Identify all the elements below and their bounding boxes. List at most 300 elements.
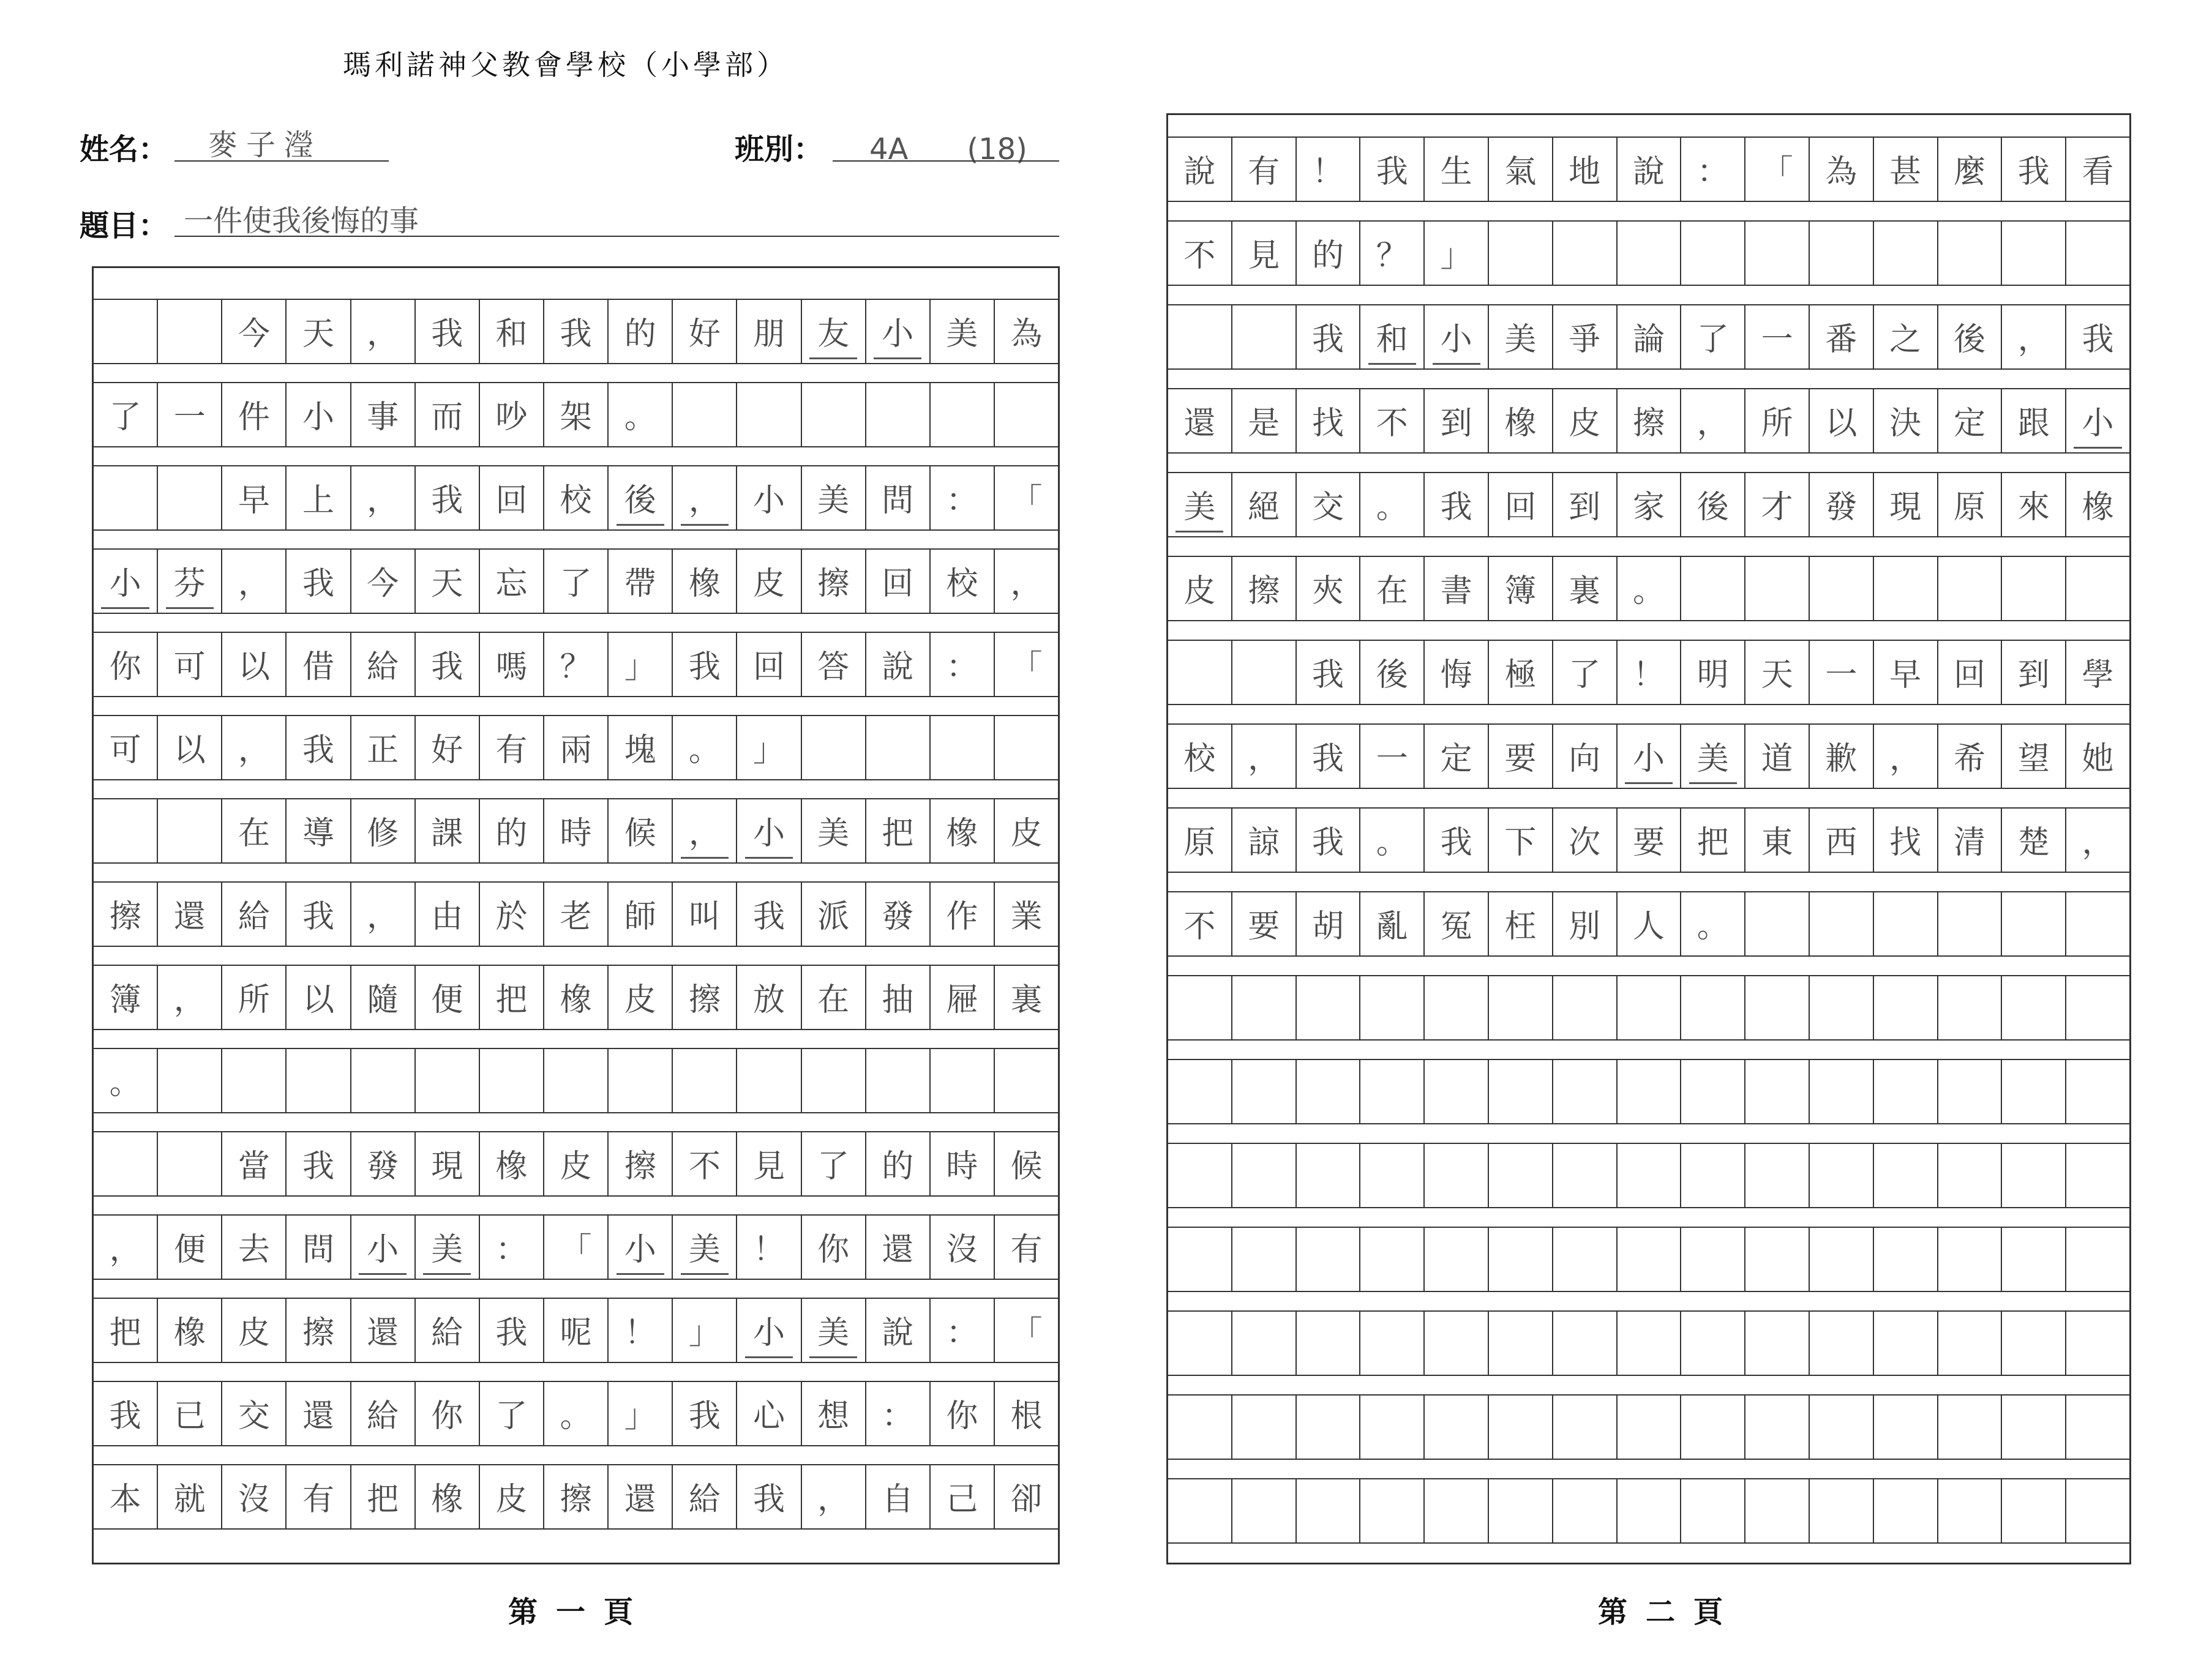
grid-cell xyxy=(1552,1059,1616,1123)
grid-cell: 現 xyxy=(1873,472,1937,536)
grid-rule xyxy=(1168,1291,2129,1292)
grid-cell: 氣 xyxy=(1488,136,1552,201)
grid-cell: 上 xyxy=(285,465,350,529)
grid-cell xyxy=(1423,1227,1488,1291)
grid-cell xyxy=(1552,1478,1616,1542)
grid-cell: ： xyxy=(929,632,994,696)
grid-cell: 裏 xyxy=(1552,556,1616,620)
grid-cell: 我 xyxy=(736,1464,800,1528)
grid-cell xyxy=(1295,1310,1360,1375)
grid-cell: 我 xyxy=(1295,640,1360,704)
grid-row xyxy=(94,1464,1058,1528)
grid-cell: 她 xyxy=(2065,723,2129,788)
grid-cell xyxy=(1295,1059,1360,1123)
grid-cell: 學 xyxy=(2065,640,2129,704)
grid-cell: 而 xyxy=(414,382,479,446)
grid-row xyxy=(94,1381,1058,1445)
grid-cell: 天 xyxy=(1744,640,1809,704)
grid-rule xyxy=(94,862,1058,864)
grid-cell: 還 xyxy=(157,881,221,946)
grid-cell xyxy=(994,382,1058,446)
grid-rule xyxy=(1168,1039,2129,1041)
grid-cell: 事 xyxy=(350,382,414,446)
grid-cell: 」 xyxy=(1423,220,1488,285)
grid-cell xyxy=(672,382,736,446)
grid-cell xyxy=(1873,556,1937,620)
grid-cell: 我 xyxy=(479,1298,543,1362)
grid-cell xyxy=(1359,1478,1423,1542)
grid-cell: 一 xyxy=(1359,723,1423,788)
grid-row xyxy=(1168,472,2129,536)
grid-cell xyxy=(1359,1227,1423,1291)
grid-cell: 不 xyxy=(1359,388,1423,452)
grid-cell: 悔 xyxy=(1423,640,1488,704)
grid-rule xyxy=(1168,872,2129,873)
grid-row xyxy=(94,465,1058,529)
grid-cell: 時 xyxy=(929,1131,994,1195)
grid-cell: 爭 xyxy=(1552,304,1616,368)
grid-cell xyxy=(2065,1394,2129,1459)
grid-cell xyxy=(2001,1227,2065,1291)
grid-cell xyxy=(1937,1059,2001,1123)
grid-row xyxy=(1168,1059,2129,1123)
grid-cell xyxy=(1231,1059,1295,1123)
grid-cell: 一 xyxy=(1809,640,1873,704)
grid-cell xyxy=(1423,1310,1488,1375)
grid-cell: 沒 xyxy=(221,1464,285,1528)
grid-cell: 為 xyxy=(1809,136,1873,201)
grid-cell: 擦 xyxy=(109,899,141,935)
grid-cell xyxy=(1680,1310,1744,1375)
grid-cell: 說 xyxy=(865,1298,929,1362)
grid-cell: 可 xyxy=(157,632,221,696)
page2-label: 第二頁 xyxy=(1598,1595,1742,1629)
grid-cell xyxy=(1873,975,1937,1039)
grid-cell: 小 xyxy=(350,1214,414,1279)
grid-cell: 美 xyxy=(929,299,994,363)
grid-cell: 了 xyxy=(1680,304,1744,368)
grid-cell: 皮 xyxy=(221,1298,285,1362)
grid-cell: 小 xyxy=(736,1298,800,1362)
grid-cell: ， xyxy=(2065,807,2129,872)
grid-cell: 我 xyxy=(285,1131,350,1195)
grid-cell: 諒 xyxy=(1231,807,1295,872)
grid-cell: 皮 xyxy=(479,1464,543,1528)
grid-cell: 給 xyxy=(414,1298,479,1362)
topic-value: 一件使我後悔的事 xyxy=(184,204,419,238)
grid-cell: 把 xyxy=(350,1464,414,1528)
grid-cell: 擦 xyxy=(285,1298,350,1362)
grid-row xyxy=(1168,136,2129,201)
grid-cell: 跟 xyxy=(2001,388,2065,452)
grid-rule xyxy=(94,1445,1058,1446)
grid-rule xyxy=(94,696,1058,697)
grid-cell: 到 xyxy=(2001,640,2065,704)
grid-row xyxy=(94,965,1058,1029)
grid-cell: 生 xyxy=(1423,136,1488,201)
grid-cell xyxy=(285,1048,350,1112)
grid-cell: 要 xyxy=(1488,723,1552,788)
grid-rule xyxy=(1168,1542,2129,1544)
grid-cell: 帶 xyxy=(607,548,672,613)
grid-row xyxy=(94,299,1058,363)
grid-cell: 把 xyxy=(865,798,929,862)
grid-cell: 地 xyxy=(1552,136,1616,201)
grid-cell xyxy=(1488,1059,1552,1123)
grid-cell: 我 xyxy=(1295,807,1360,872)
grid-cell: ， xyxy=(157,965,221,1029)
grid-cell: 是 xyxy=(1231,388,1295,452)
grid-cell: 裏 xyxy=(994,965,1058,1029)
grid-cell: 我 xyxy=(1359,136,1423,201)
grid-cell: 校 xyxy=(543,465,607,529)
grid-cell: ， xyxy=(350,881,414,946)
grid-cell: 希 xyxy=(1937,723,2001,788)
grid-cell: 在 xyxy=(801,965,865,1029)
grid-cell: 我 xyxy=(414,465,479,529)
grid-cell: 好 xyxy=(672,299,736,363)
grid-cell xyxy=(672,1048,736,1112)
grid-cell: 所 xyxy=(221,965,285,1029)
grid-cell: 發 xyxy=(1809,472,1873,536)
grid-cell xyxy=(1488,975,1552,1039)
grid-cell: 明 xyxy=(1680,640,1744,704)
class-label: 班別： xyxy=(735,132,823,166)
grid-cell xyxy=(1680,1394,1744,1459)
grid-cell: 皮 xyxy=(736,548,800,613)
grid-cell: ： xyxy=(929,1298,994,1362)
grid-rule xyxy=(94,529,1058,531)
grid-cell xyxy=(1488,1310,1552,1375)
grid-cell xyxy=(350,1048,414,1112)
grid-cell: 天 xyxy=(414,548,479,613)
grid-cell: 嗎 xyxy=(479,632,543,696)
grid-cell: 時 xyxy=(543,798,607,862)
grid-cell: 想 xyxy=(801,1381,865,1445)
grid-cell: 不 xyxy=(1183,908,1216,945)
grid-cell: 夾 xyxy=(1295,556,1360,620)
grid-cell xyxy=(607,1048,672,1112)
grid-cell: 美 xyxy=(801,798,865,862)
grid-cell xyxy=(1680,556,1744,620)
grid-cell xyxy=(2065,891,2129,955)
grid-cell: 早 xyxy=(1873,640,1937,704)
grid-cell xyxy=(1295,1227,1360,1291)
page1-label: 第一頁 xyxy=(508,1595,652,1629)
grid-cell: 後 xyxy=(1680,472,1744,536)
grid-cell: 今 xyxy=(350,548,414,613)
grid-row xyxy=(94,1298,1058,1362)
grid-cell xyxy=(2065,1310,2129,1375)
grid-cell: 已 xyxy=(157,1381,221,1445)
grid-cell: 橡 xyxy=(1488,388,1552,452)
grid-cell xyxy=(1809,220,1873,285)
grid-rule xyxy=(1168,955,2129,957)
grid-cell xyxy=(1423,1394,1488,1459)
grid-cell: 隨 xyxy=(350,965,414,1029)
grid-cell: 屜 xyxy=(929,965,994,1029)
grid-cell: ！ xyxy=(1616,640,1681,704)
grid-cell: ！ xyxy=(607,1298,672,1362)
grid-cell: 美 xyxy=(1680,723,1744,788)
grid-cell: 為 xyxy=(994,299,1058,363)
grid-cell: ， xyxy=(1873,723,1937,788)
grid-cell xyxy=(1680,1143,1744,1207)
grid-cell xyxy=(1937,1310,2001,1375)
grid-cell: 小 xyxy=(1423,304,1488,368)
grid-cell xyxy=(1873,220,1937,285)
grid-cell: 了 xyxy=(479,1381,543,1445)
grid-cell xyxy=(157,465,221,529)
grid-cell: 清 xyxy=(1937,807,2001,872)
grid-row xyxy=(1168,220,2129,285)
grid-cell xyxy=(1359,975,1423,1039)
grid-cell xyxy=(1809,1143,1873,1207)
grid-cell: 向 xyxy=(1552,723,1616,788)
grid-cell xyxy=(1616,1478,1681,1542)
grid-cell: ： xyxy=(479,1214,543,1279)
class-line xyxy=(833,160,1059,162)
grid-cell: 你 xyxy=(929,1381,994,1445)
grid-cell: 東 xyxy=(1744,807,1809,872)
grid-cell: 次 xyxy=(1552,807,1616,872)
grid-cell: 皮 xyxy=(1183,573,1216,610)
grid-cell: 家 xyxy=(1616,472,1681,536)
grid-cell: 作 xyxy=(929,881,994,946)
grid-cell: 原 xyxy=(1183,824,1216,861)
grid-cell: ， xyxy=(109,1231,141,1268)
grid-cell xyxy=(414,1048,479,1112)
grid-cell: 還 xyxy=(350,1298,414,1362)
grid-cell: 派 xyxy=(801,881,865,946)
grid-cell xyxy=(1231,975,1295,1039)
grid-cell: 回 xyxy=(865,548,929,613)
grid-cell: 便 xyxy=(157,1214,221,1279)
grid-cell: 我 xyxy=(414,299,479,363)
grid-cell xyxy=(2065,1143,2129,1207)
grid-cell xyxy=(2001,220,2065,285)
grid-cell xyxy=(1616,975,1681,1039)
grid-cell xyxy=(94,465,157,529)
grid-rule xyxy=(94,1362,1058,1363)
grid-cell: 我 xyxy=(672,1381,736,1445)
grid-row xyxy=(1168,1394,2129,1459)
grid-cell: 橡 xyxy=(929,798,994,862)
grid-cell: 老 xyxy=(543,881,607,946)
grid-rule xyxy=(94,1112,1058,1113)
grid-rule xyxy=(1168,1459,2129,1460)
grid-cell xyxy=(736,1048,800,1112)
grid-cell: 我 xyxy=(285,548,350,613)
grid-cell: 回 xyxy=(1937,640,2001,704)
grid-cell: 到 xyxy=(1423,388,1488,452)
grid-cell: 」 xyxy=(607,1381,672,1445)
grid-cell: 就 xyxy=(157,1464,221,1528)
grid-cell: 小 xyxy=(736,798,800,862)
grid-cell xyxy=(801,715,865,779)
grid-row xyxy=(1168,1143,2129,1207)
grid-cell xyxy=(1873,1059,1937,1123)
grid-row xyxy=(1168,556,2129,620)
grid-cell: ， xyxy=(1231,723,1295,788)
grid-cell: 了 xyxy=(801,1131,865,1195)
grid-cell xyxy=(1552,220,1616,285)
grid-cell: 卻 xyxy=(994,1464,1058,1528)
grid-cell: 把 xyxy=(109,1315,141,1351)
grid-cell: 「 xyxy=(543,1214,607,1279)
grid-cell: 自 xyxy=(865,1464,929,1528)
grid-cell xyxy=(1168,975,1231,1039)
topic-label: 題目： xyxy=(80,209,168,243)
grid-cell: 以 xyxy=(285,965,350,1029)
grid-cell: 吵 xyxy=(479,382,543,446)
grid-cell: 橡 xyxy=(414,1464,479,1528)
grid-cell: 天 xyxy=(285,299,350,363)
grid-cell xyxy=(1488,1394,1552,1459)
grid-cell: 候 xyxy=(994,1131,1058,1195)
grid-cell: ： xyxy=(929,465,994,529)
grid-cell xyxy=(929,715,994,779)
grid-cell xyxy=(1937,891,2001,955)
grid-cell: 呢 xyxy=(543,1298,607,1362)
grid-cell: 今 xyxy=(221,299,285,363)
grid-cell: ， xyxy=(994,548,1058,613)
grid-cell: 「 xyxy=(994,632,1058,696)
grid-cell xyxy=(1359,1059,1423,1123)
grid-rule xyxy=(1168,368,2129,370)
grid-rule xyxy=(94,613,1058,614)
grid-cell xyxy=(1937,1478,2001,1542)
grid-cell: 以 xyxy=(1809,388,1873,452)
grid-cell xyxy=(221,1048,285,1112)
grid-cell: 皮 xyxy=(543,1131,607,1195)
grid-row xyxy=(94,798,1058,862)
grid-cell xyxy=(1231,640,1295,704)
grid-cell xyxy=(1873,1478,1937,1542)
grid-cell: 別 xyxy=(1552,891,1616,955)
grid-cell: 給 xyxy=(350,632,414,696)
grid-cell: 在 xyxy=(221,798,285,862)
grid-rule xyxy=(1168,452,2129,454)
grid-cell: 早 xyxy=(221,465,285,529)
grid-cell xyxy=(1937,975,2001,1039)
grid-cell xyxy=(1488,220,1552,285)
grid-cell xyxy=(1616,1394,1681,1459)
grid-cell: 我 xyxy=(1295,304,1360,368)
grid-cell xyxy=(2065,1478,2129,1542)
grid-cell: 芬 xyxy=(157,548,221,613)
grid-cell: ： xyxy=(1680,136,1744,201)
grid-cell: 美 xyxy=(801,465,865,529)
grid-cell: 以 xyxy=(157,715,221,779)
grid-cell xyxy=(2065,220,2129,285)
grid-cell xyxy=(1680,975,1744,1039)
grid-cell xyxy=(1937,1143,2001,1207)
grid-cell xyxy=(1423,1059,1488,1123)
grid-cell xyxy=(1744,1310,1809,1375)
grid-cell: 楚 xyxy=(2001,807,2065,872)
grid-cell: 小 xyxy=(865,299,929,363)
grid-cell: 修 xyxy=(350,798,414,862)
grid-cell: 橡 xyxy=(543,965,607,1029)
grid-cell: 抽 xyxy=(865,965,929,1029)
grid-cell xyxy=(736,382,800,446)
grid-cell xyxy=(1937,556,2001,620)
grid-cell: 把 xyxy=(1680,807,1744,872)
grid-row xyxy=(1168,304,2129,368)
grid-rule xyxy=(1168,201,2129,202)
grid-cell xyxy=(1809,891,1873,955)
grid-rule xyxy=(94,1279,1058,1280)
grid-cell: 友 xyxy=(801,299,865,363)
grid-cell: 擦 xyxy=(1231,556,1295,620)
grid-cell: ？ xyxy=(1359,220,1423,285)
grid-cell: 決 xyxy=(1873,388,1937,452)
grid-cell: 「 xyxy=(1744,136,1809,201)
grid-cell: 便 xyxy=(414,965,479,1029)
grid-cell: 交 xyxy=(221,1381,285,1445)
grid-cell xyxy=(1423,975,1488,1039)
grid-cell xyxy=(1680,1059,1744,1123)
grid-cell: 後 xyxy=(1359,640,1423,704)
grid-cell: 了 xyxy=(1552,640,1616,704)
grid-cell xyxy=(2001,975,2065,1039)
grid-cell: ， xyxy=(2001,304,2065,368)
grid-cell: ， xyxy=(672,465,736,529)
grid-cell: 有 xyxy=(994,1214,1058,1279)
grid-cell xyxy=(1744,1227,1809,1291)
grid-cell: 業 xyxy=(994,881,1058,946)
grid-cell: 擦 xyxy=(672,965,736,1029)
grid-cell xyxy=(865,382,929,446)
grid-cell xyxy=(1937,1227,2001,1291)
grid-cell xyxy=(2065,556,2129,620)
grid-cell: 我 xyxy=(2001,136,2065,201)
grid-row xyxy=(94,1214,1058,1279)
grid-cell: ！ xyxy=(736,1214,800,1279)
grid-cell: 見 xyxy=(736,1131,800,1195)
grid-cell: 定 xyxy=(1423,723,1488,788)
grid-cell: 。 xyxy=(109,1065,141,1102)
grid-cell: 給 xyxy=(672,1464,736,1528)
school-title: 瑪利諾神父教會學校（小學部） xyxy=(343,48,789,81)
grid-cell: 己 xyxy=(929,1464,994,1528)
grid-cell: 論 xyxy=(1616,304,1681,368)
grid-cell: 甚 xyxy=(1873,136,1937,201)
grid-cell xyxy=(1937,1394,2001,1459)
grid-cell: 兩 xyxy=(543,715,607,779)
grid-cell: 。 xyxy=(672,715,736,779)
grid-row xyxy=(94,1131,1058,1195)
grid-cell xyxy=(1552,1227,1616,1291)
grid-cell: 。 xyxy=(607,382,672,446)
grid-cell: 回 xyxy=(1488,472,1552,536)
grid-cell xyxy=(1809,1059,1873,1123)
grid-row xyxy=(94,632,1058,696)
grid-cell xyxy=(1552,1394,1616,1459)
grid-cell xyxy=(1488,1227,1552,1291)
grid-cell: 美 xyxy=(1168,472,1231,536)
grid-cell: 心 xyxy=(736,1381,800,1445)
grid-cell: 我 xyxy=(285,715,350,779)
grid-cell: 件 xyxy=(221,382,285,446)
grid-cell: 還 xyxy=(607,1464,672,1528)
grid-cell: 了 xyxy=(109,399,141,436)
grid-cell: ， xyxy=(1680,388,1744,452)
grid-row xyxy=(94,715,1058,779)
grid-cell: 一 xyxy=(1744,304,1809,368)
grid-cell: 美 xyxy=(1488,304,1552,368)
